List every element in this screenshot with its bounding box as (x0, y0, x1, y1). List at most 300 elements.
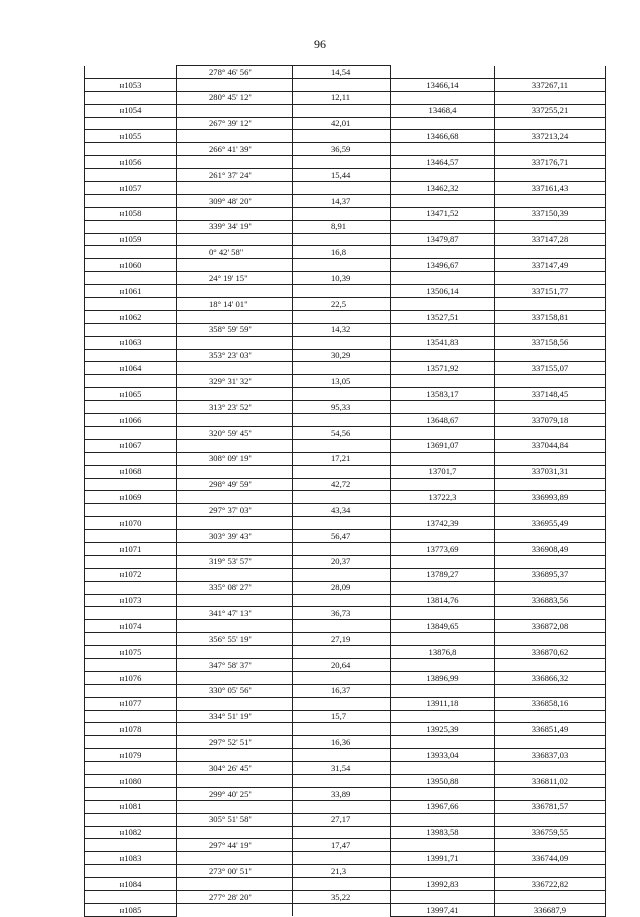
segment-length: 17,21 (331, 453, 351, 464)
empty-cell (85, 762, 177, 775)
segment-length: 13,05 (331, 376, 351, 387)
direction-angle-cell (177, 169, 293, 182)
segment-row (85, 530, 606, 543)
coord-x: 13896,99 (391, 671, 495, 684)
coordinates-table-body (85, 66, 606, 917)
empty-cell (293, 362, 391, 375)
empty-cell (495, 66, 606, 79)
direction-angle: 24° 19' 15" (209, 272, 248, 283)
empty-cell (177, 517, 293, 530)
empty-cell (85, 401, 177, 414)
empty-cell (391, 143, 495, 156)
segment-length: 28,09 (331, 582, 351, 593)
empty-cell (495, 762, 606, 775)
point-row (85, 310, 606, 323)
empty-cell (177, 182, 293, 195)
coord-x: 13722,3 (391, 491, 495, 504)
empty-cell (391, 581, 495, 594)
segment-length-cell (293, 323, 391, 336)
empty-cell (495, 323, 606, 336)
segment-row (85, 272, 606, 285)
empty-cell (391, 813, 495, 826)
coord-y: 336781,57 (495, 800, 606, 813)
empty-cell (495, 452, 606, 465)
direction-angle-cell (177, 117, 293, 130)
segment-length: 30,29 (331, 350, 351, 361)
point-name: н1080 (85, 774, 177, 787)
direction-angle: 273° 00' 51" (209, 865, 252, 876)
direction-angle-cell (177, 813, 293, 826)
empty-cell (391, 272, 495, 285)
empty-cell (495, 143, 606, 156)
empty-cell (495, 246, 606, 259)
point-name: н1073 (85, 594, 177, 607)
direction-angle: 334° 51' 19" (209, 711, 252, 722)
empty-cell (391, 736, 495, 749)
point-row (85, 439, 606, 452)
point-name: н1055 (85, 130, 177, 143)
segment-length-cell (293, 658, 391, 671)
empty-cell (293, 568, 391, 581)
empty-cell (85, 555, 177, 568)
empty-cell (85, 349, 177, 362)
coord-y: 336858,16 (495, 697, 606, 710)
empty-cell (495, 633, 606, 646)
empty-cell (177, 542, 293, 555)
direction-angle-cell (177, 839, 293, 852)
point-row (85, 749, 606, 762)
empty-cell (177, 568, 293, 581)
segment-row (85, 66, 606, 79)
empty-cell (85, 272, 177, 285)
empty-cell (85, 504, 177, 517)
segment-length-cell (293, 607, 391, 620)
segment-row (85, 607, 606, 620)
point-name: н1074 (85, 620, 177, 633)
segment-length: 15,7 (331, 711, 347, 722)
empty-cell (85, 813, 177, 826)
direction-angle-cell (177, 891, 293, 904)
empty-cell (495, 478, 606, 491)
empty-cell (495, 865, 606, 878)
point-row (85, 517, 606, 530)
empty-cell (495, 91, 606, 104)
direction-angle: 18° 14' 01" (209, 298, 248, 309)
segment-length-cell (293, 891, 391, 904)
coord-x: 13466,68 (391, 130, 495, 143)
segment-length: 27,17 (331, 814, 351, 825)
segment-length: 21,3 (331, 865, 347, 876)
empty-cell (293, 207, 391, 220)
segment-row (85, 736, 606, 749)
empty-cell (293, 826, 391, 839)
empty-cell (495, 736, 606, 749)
coord-y: 337155,07 (495, 362, 606, 375)
segment-length-cell (293, 839, 391, 852)
point-name: н1064 (85, 362, 177, 375)
empty-cell (177, 336, 293, 349)
empty-cell (495, 375, 606, 388)
point-name: н1071 (85, 542, 177, 555)
coord-x: 13471,52 (391, 207, 495, 220)
empty-cell (177, 723, 293, 736)
direction-angle-cell (177, 478, 293, 491)
empty-cell (391, 349, 495, 362)
empty-cell (177, 104, 293, 117)
direction-angle-cell (177, 710, 293, 723)
coord-x: 13468,4 (391, 104, 495, 117)
empty-cell (391, 194, 495, 207)
empty-cell (177, 388, 293, 401)
coord-y: 336908,49 (495, 542, 606, 555)
segment-row (85, 787, 606, 800)
coord-y: 337147,28 (495, 233, 606, 246)
point-name: н1063 (85, 336, 177, 349)
point-name: н1059 (85, 233, 177, 246)
segment-row (85, 117, 606, 130)
coord-y: 337255,21 (495, 104, 606, 117)
empty-cell (495, 349, 606, 362)
empty-cell (495, 813, 606, 826)
empty-cell (177, 362, 293, 375)
point-row (85, 104, 606, 117)
point-name: н1054 (85, 104, 177, 117)
empty-cell (495, 839, 606, 852)
segment-row (85, 401, 606, 414)
segment-row (85, 426, 606, 439)
empty-cell (495, 555, 606, 568)
point-name: н1083 (85, 852, 177, 865)
empty-cell (85, 684, 177, 697)
point-row (85, 207, 606, 220)
direction-angle-cell (177, 658, 293, 671)
empty-cell (293, 852, 391, 865)
empty-cell (495, 530, 606, 543)
direction-angle: 277° 28' 20" (209, 891, 252, 902)
point-name: н1072 (85, 568, 177, 581)
coord-x: 13648,67 (391, 414, 495, 427)
coord-x: 13925,39 (391, 723, 495, 736)
segment-row (85, 581, 606, 594)
empty-cell (85, 66, 177, 79)
direction-angle: 304° 26' 45" (209, 762, 252, 773)
segment-length-cell (293, 684, 391, 697)
coordinates-table (84, 65, 606, 917)
empty-cell (293, 285, 391, 298)
direction-angle: 358° 59' 59" (209, 324, 252, 335)
empty-cell (391, 633, 495, 646)
direction-angle: 278° 46' 56" (209, 66, 252, 77)
point-name: н1081 (85, 800, 177, 813)
segment-length-cell (293, 530, 391, 543)
empty-cell (495, 194, 606, 207)
empty-cell (177, 259, 293, 272)
point-name: н1057 (85, 182, 177, 195)
segment-length-cell (293, 736, 391, 749)
coord-x: 13876,8 (391, 646, 495, 659)
coord-x: 13789,27 (391, 568, 495, 581)
empty-cell (177, 465, 293, 478)
segment-length: 16,37 (331, 685, 351, 696)
page-number: 96 (314, 37, 326, 51)
coord-x: 13701,7 (391, 465, 495, 478)
segment-length: 16,8 (331, 247, 347, 258)
point-row (85, 414, 606, 427)
empty-cell (495, 710, 606, 723)
segment-length: 17,47 (331, 840, 351, 851)
direction-angle: 297° 37' 03" (209, 504, 252, 515)
point-name: н1078 (85, 723, 177, 736)
direction-angle-cell (177, 323, 293, 336)
empty-cell (293, 620, 391, 633)
segment-row (85, 169, 606, 182)
empty-cell (391, 710, 495, 723)
point-row (85, 671, 606, 684)
empty-cell (85, 91, 177, 104)
segment-length-cell (293, 633, 391, 646)
empty-cell (495, 401, 606, 414)
coord-x: 13814,76 (391, 594, 495, 607)
point-row (85, 542, 606, 555)
empty-cell (391, 865, 495, 878)
point-row (85, 568, 606, 581)
segment-row (85, 710, 606, 723)
direction-angle: 298° 49' 59" (209, 479, 252, 490)
point-name: н1060 (85, 259, 177, 272)
coord-x: 13541,83 (391, 336, 495, 349)
segment-length: 42,72 (331, 479, 351, 490)
segment-length: 42,01 (331, 118, 351, 129)
coord-y: 337079,18 (495, 414, 606, 427)
empty-cell (293, 388, 391, 401)
empty-cell (177, 749, 293, 762)
empty-cell (293, 104, 391, 117)
empty-cell (177, 233, 293, 246)
direction-angle-cell (177, 684, 293, 697)
empty-cell (495, 581, 606, 594)
segment-length-cell (293, 246, 391, 259)
empty-cell (391, 246, 495, 259)
segment-length-cell (293, 813, 391, 826)
point-name: н1068 (85, 465, 177, 478)
direction-angle: 303° 39' 43" (209, 530, 252, 541)
segment-length-cell (293, 762, 391, 775)
point-row (85, 800, 606, 813)
direction-angle: 309° 48' 20" (209, 195, 252, 206)
coord-y: 337213,24 (495, 130, 606, 143)
empty-cell (85, 375, 177, 388)
coord-x: 13527,51 (391, 310, 495, 323)
empty-cell (85, 298, 177, 311)
empty-cell (177, 826, 293, 839)
empty-cell (85, 865, 177, 878)
empty-cell (177, 646, 293, 659)
direction-angle-cell (177, 66, 293, 79)
coord-x: 13462,32 (391, 182, 495, 195)
empty-cell (293, 903, 391, 916)
direction-angle-cell (177, 607, 293, 620)
point-row (85, 362, 606, 375)
empty-cell (85, 710, 177, 723)
direction-angle-cell (177, 143, 293, 156)
direction-angle-cell (177, 91, 293, 104)
coord-y: 337151,77 (495, 285, 606, 298)
empty-cell (177, 439, 293, 452)
segment-length-cell (293, 581, 391, 594)
segment-length-cell (293, 194, 391, 207)
direction-angle: 280° 45' 12" (209, 92, 252, 103)
point-row (85, 852, 606, 865)
empty-cell (391, 401, 495, 414)
direction-angle: 297° 52' 51" (209, 736, 252, 747)
point-name: н1065 (85, 388, 177, 401)
direction-angle: 313° 23' 52" (209, 401, 252, 412)
segment-row (85, 865, 606, 878)
empty-cell (293, 878, 391, 891)
empty-cell (293, 156, 391, 169)
empty-cell (495, 684, 606, 697)
coord-y: 336993,89 (495, 491, 606, 504)
direction-angle-cell (177, 220, 293, 233)
empty-cell (177, 594, 293, 607)
empty-cell (293, 594, 391, 607)
segment-row (85, 298, 606, 311)
empty-cell (85, 891, 177, 904)
point-row (85, 130, 606, 143)
empty-cell (177, 310, 293, 323)
coord-y: 336837,03 (495, 749, 606, 762)
point-name: н1076 (85, 671, 177, 684)
empty-cell (177, 878, 293, 891)
empty-cell (391, 658, 495, 671)
direction-angle-cell (177, 194, 293, 207)
point-row (85, 336, 606, 349)
point-row (85, 826, 606, 839)
empty-cell (85, 117, 177, 130)
segment-length: 56,47 (331, 530, 351, 541)
empty-cell (391, 452, 495, 465)
direction-angle-cell (177, 375, 293, 388)
direction-angle-cell (177, 349, 293, 362)
direction-angle: 261° 37' 24" (209, 169, 252, 180)
empty-cell (495, 607, 606, 620)
point-name: н1053 (85, 78, 177, 91)
empty-cell (85, 220, 177, 233)
empty-cell (391, 91, 495, 104)
empty-cell (391, 323, 495, 336)
segment-length: 43,34 (331, 504, 351, 515)
direction-angle-cell (177, 272, 293, 285)
segment-length: 8,91 (331, 221, 347, 232)
empty-cell (177, 78, 293, 91)
point-row (85, 156, 606, 169)
coord-y: 336744,09 (495, 852, 606, 865)
segment-length: 15,44 (331, 169, 351, 180)
segment-length: 20,64 (331, 659, 351, 670)
empty-cell (495, 220, 606, 233)
empty-cell (293, 749, 391, 762)
empty-cell (391, 555, 495, 568)
coord-x: 13911,18 (391, 697, 495, 710)
empty-cell (391, 607, 495, 620)
coord-y: 336870,62 (495, 646, 606, 659)
coord-y: 336883,56 (495, 594, 606, 607)
segment-length-cell (293, 555, 391, 568)
empty-cell (177, 671, 293, 684)
empty-cell (293, 182, 391, 195)
point-name: н1079 (85, 749, 177, 762)
empty-cell (391, 762, 495, 775)
direction-angle: 335° 08' 27" (209, 582, 252, 593)
segment-row (85, 452, 606, 465)
empty-cell (85, 658, 177, 671)
point-row (85, 723, 606, 736)
coord-x: 13691,07 (391, 439, 495, 452)
segment-row (85, 246, 606, 259)
empty-cell (293, 259, 391, 272)
empty-cell (85, 426, 177, 439)
segment-length: 10,39 (331, 272, 351, 283)
direction-angle-cell (177, 581, 293, 594)
empty-cell (391, 478, 495, 491)
coord-y: 336872,08 (495, 620, 606, 633)
point-row (85, 646, 606, 659)
segment-length-cell (293, 426, 391, 439)
coord-x: 13466,14 (391, 78, 495, 91)
point-row (85, 233, 606, 246)
segment-length-cell (293, 452, 391, 465)
empty-cell (391, 66, 495, 79)
segment-row (85, 91, 606, 104)
point-name: н1062 (85, 310, 177, 323)
segment-length-cell (293, 143, 391, 156)
segment-length: 35,22 (331, 891, 351, 902)
segment-length: 14,37 (331, 195, 351, 206)
empty-cell (495, 787, 606, 800)
coord-y: 337158,56 (495, 336, 606, 349)
point-row (85, 388, 606, 401)
coord-y: 336955,49 (495, 517, 606, 530)
empty-cell (293, 517, 391, 530)
point-row (85, 78, 606, 91)
empty-cell (391, 426, 495, 439)
empty-cell (293, 646, 391, 659)
segment-row (85, 891, 606, 904)
coord-y: 337148,45 (495, 388, 606, 401)
direction-angle: 347° 58' 37" (209, 659, 252, 670)
direction-angle: 341° 47' 13" (209, 608, 252, 619)
segment-length-cell (293, 66, 391, 79)
segment-length: 54,56 (331, 427, 351, 438)
empty-cell (293, 774, 391, 787)
empty-cell (293, 336, 391, 349)
empty-cell (85, 169, 177, 182)
coord-y: 336722,82 (495, 878, 606, 891)
segment-length: 36,73 (331, 608, 351, 619)
segment-row (85, 839, 606, 852)
segment-row (85, 194, 606, 207)
empty-cell (293, 233, 391, 246)
coord-x: 13506,14 (391, 285, 495, 298)
empty-cell (177, 414, 293, 427)
empty-cell (495, 504, 606, 517)
empty-cell (85, 323, 177, 336)
point-row (85, 465, 606, 478)
empty-cell (85, 736, 177, 749)
segment-row (85, 633, 606, 646)
direction-angle: 320° 59' 45" (209, 427, 252, 438)
segment-length-cell (293, 375, 391, 388)
